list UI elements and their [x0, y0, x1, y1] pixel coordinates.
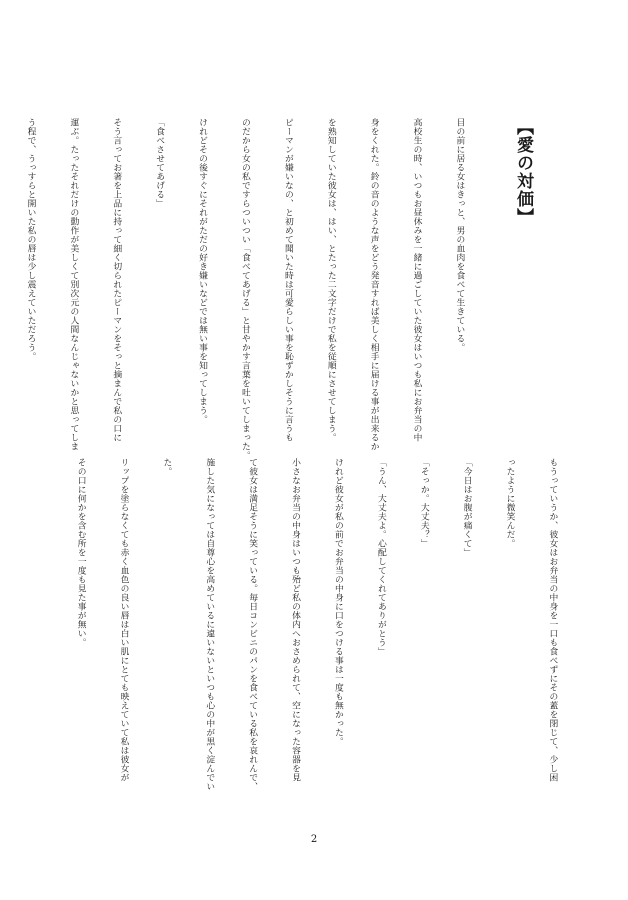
text-line: 「食べさせてあげる」	[154, 118, 165, 208]
text-line: た。	[161, 458, 172, 476]
text-line: 運ぶ。たったそれだけの動作が美しくて別次元の人間なんじゃないかと思ってしま	[68, 118, 79, 451]
text-line: 小さなお弁当の中身はいつも殆ど私の体内へおさめられて、空になった容器を見	[290, 458, 301, 782]
text-line: もうっていうか、彼女はお弁当の中身を一口も食べずにその蓋を閉じて、少し困	[547, 458, 558, 782]
chapter-title: 【愛の対価】	[513, 118, 533, 226]
text-line: ピーマンが嫌いなの、と初めて聞いた時は可愛らしい事を恥ずかしそうに言うも	[282, 118, 293, 442]
blank-line	[30, 458, 44, 788]
text-line: 施した気になっては自尊心を高めているに違いないといつも心の中が黒く淀んでい	[204, 458, 215, 791]
text-line: 「うん、大丈夫よ。心配してくれてありがとう」	[375, 458, 386, 656]
text-line: 「今日はお腹が痛くて」	[461, 458, 472, 557]
page-number: 2	[310, 834, 318, 845]
text-line: 「そっか。大丈夫？」	[418, 458, 429, 548]
text-line: 高校生の時、いつもお昼休みを一緒に過ごしていた彼女はいつも私にお弁当の中	[411, 118, 422, 442]
text-line: ったように微笑んだ。	[504, 458, 515, 548]
text-line: て彼女は満足そうに笑っている。毎日コンビニのパンを食べている私を哀れんで、	[247, 458, 258, 791]
text-line: そう言ってお箸を上品に持って細く切られたピーマンをそっと摘まんで私の口に	[111, 118, 122, 442]
blank-line	[0, 458, 2, 788]
text-line: リップを塗らなくても赤く血色の良い唇は白い肌にとても映えていて私は彼女が	[118, 458, 129, 782]
text-line: けれどその後すぐにそれがただの好き嫌いなどでは無い事を知ってしまう。	[197, 118, 208, 424]
text-line: う程で、うっすらと開いた私の唇は少し震えていただろう。	[25, 118, 36, 361]
text-line: を熟知していた彼女は、はい、とたった二文字だけで私を従順にさせてしまう。	[325, 118, 336, 442]
text-line: のだから女の私ですらついつい「食べてあげる」と甘やかす言葉を吐いてしまった。	[239, 118, 250, 460]
text-line: けれど彼女が私の前でお弁当の中身に口をつける事は一度も無かった。	[332, 458, 343, 746]
text-line: その口に何かを含む所を一度も見た事が無い。	[75, 458, 86, 647]
text-line: 身をくれた。鈴の音のような声をどう発音すれば美しく相手に届ける事が出来るか	[368, 118, 379, 451]
bottom-text-block	[33, 458, 588, 791]
top-text-block	[25, 118, 495, 460]
text-line: 目の前に居る女はきっと、男の血肉を食べて生きている。	[454, 118, 465, 352]
